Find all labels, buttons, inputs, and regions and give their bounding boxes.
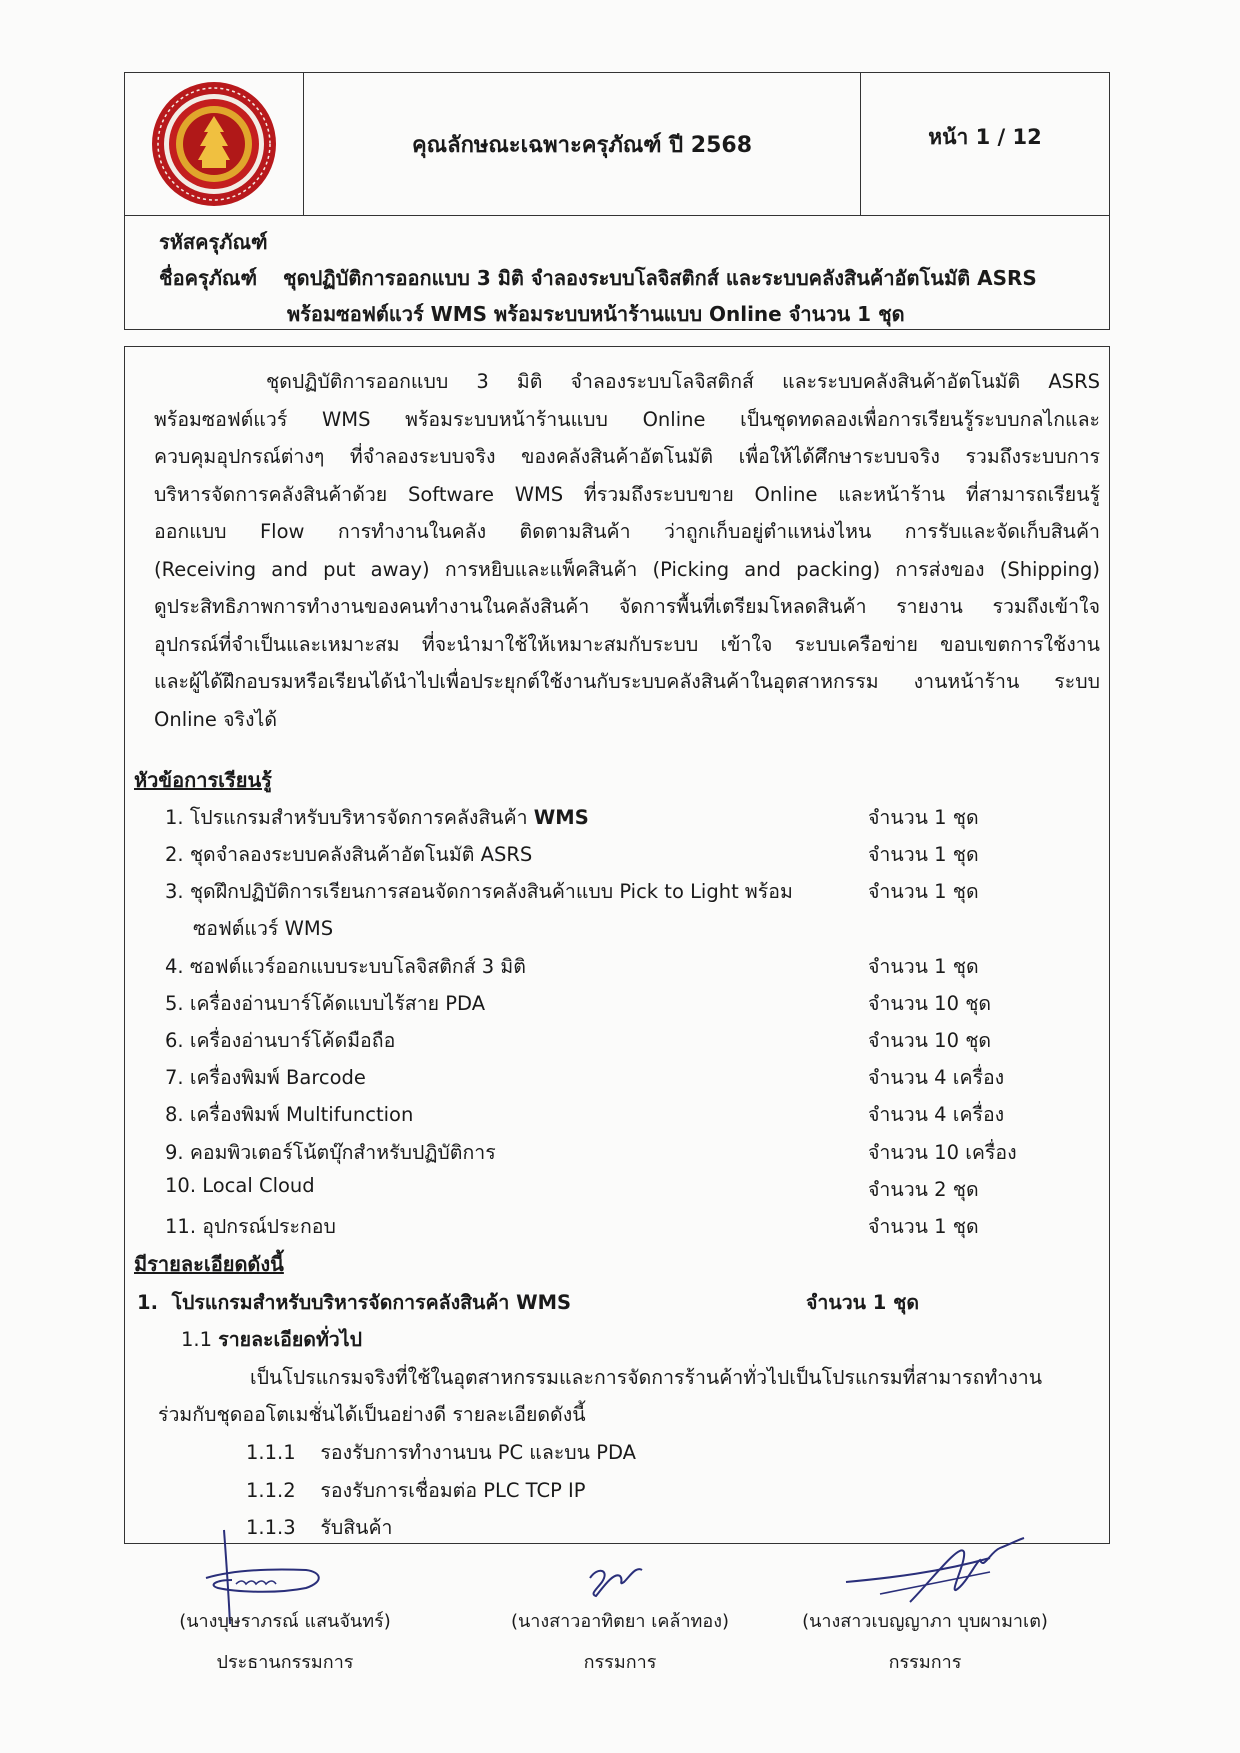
- topic-item: [165, 1211, 336, 1242]
- topic-num: 7.: [165, 1066, 184, 1089]
- topic-item: [165, 1099, 413, 1130]
- document-title: คุณลักษณะเฉพาะครุภัณฑ์ ปี 2568: [304, 73, 861, 215]
- topic-qty: จำนวน 1 ชุด: [868, 880, 979, 903]
- topic-qty: จำนวน 10 ชุด: [868, 992, 992, 1015]
- topic-item: [165, 1174, 315, 1197]
- topic-item: [165, 951, 526, 982]
- intro-line: (Receiving and put away) การหยิบและแพ็คสินค้า (Picking and packing) การส่งของ (Shipping): [154, 557, 1100, 581]
- topic-text: เครื่องอ่านบาร์โค้ดมือถือ: [189, 1029, 396, 1052]
- topic-item: [165, 839, 532, 870]
- signature-block-chair: [160, 1556, 410, 1676]
- subsection-heading: [181, 1324, 362, 1355]
- equipment-name-line1: ชุดปฏิบัติการออกแบบ 3 มิติ จำลองระบบโลจิสติกส์ และระบบคลังสินค้าอัตโนมัติ ASRS: [283, 266, 1037, 290]
- intro-paragraph: [154, 363, 1100, 738]
- topic-num: 3.: [165, 880, 184, 903]
- topic-num: 11.: [165, 1215, 197, 1238]
- subsection-num: 1.1: [181, 1328, 213, 1351]
- details-title: มีรายละเอียดดังนี้: [134, 1252, 284, 1276]
- signer-name: (นางบุษราภรณ์ แสนจันทร์): [179, 1611, 391, 1632]
- equipment-name-box: [124, 216, 1110, 330]
- section1-heading: [137, 1287, 571, 1318]
- detail-text: รองรับการเชื่อมต่อ PLC TCP IP: [320, 1479, 586, 1502]
- topic-text: เครื่องอ่านบาร์โค้ดแบบไร้สาย PDA: [189, 992, 486, 1015]
- detail-num: 1.1.1: [246, 1441, 296, 1464]
- topic-num: 8.: [165, 1103, 184, 1126]
- topic-num: 5.: [165, 992, 184, 1015]
- topic-text: เครื่องพิมพ์ Multifunction: [189, 1103, 414, 1126]
- topic-qty: จำนวน 4 เครื่อง: [868, 1103, 1005, 1126]
- intro-line: ออกแบบ Flow การทำงานในคลัง ติดตามสินค้า ว่าถูกเก็บอยู่ตำแหน่งไหน การรับและจัดเก็บสินค้า: [154, 520, 1100, 543]
- detail-item: [246, 1437, 636, 1468]
- intro-line: ดูประสิทธิภาพการทำงานของคนทำงานในคลังสินค้า จัดการพื้นที่เตรียมโหลดสินค้า รายงาน รวมถึงเข้าใจ: [154, 595, 1100, 618]
- intro-line: พร้อมซอฟต์แวร์ WMS พร้อมระบบหน้าร้านแบบ Online เป็นชุดทดลองเพื่อการเรียนรู้ระบบกลไกและ: [154, 407, 1100, 431]
- intro-line: ชุดปฏิบัติการออกแบบ 3 มิติ จำลองระบบโลจิสติกส์ และระบบคลังสินค้าอัตโนมัติ ASRS: [266, 370, 1100, 393]
- section1-num: 1.: [137, 1291, 158, 1314]
- topic-text: ซอฟต์แวร์ออกแบบระบบโลจิสติกส์ 3 มิติ: [189, 955, 526, 978]
- intro-line: บริหารจัดการคลังสินค้าด้วย Software WMS ที่รวมถึงระบบขาย Online และหน้าร้าน ที่สามารถเรียนรู้: [154, 482, 1100, 506]
- topic-num: 10.: [165, 1174, 197, 1197]
- topic-text: Local Cloud: [202, 1174, 315, 1197]
- topic-num: 6.: [165, 1029, 184, 1052]
- topic-text: เครื่องพิมพ์ Barcode: [189, 1066, 366, 1089]
- topic-text-cont: ซอฟต์แวร์ WMS: [193, 917, 334, 940]
- topic-num: 9.: [165, 1141, 184, 1164]
- page-number: หน้า 1 / 12: [928, 125, 1042, 149]
- logo-cell: [125, 73, 304, 215]
- detail-text: รองรับการทำงานบน PC และบน PDA: [320, 1441, 636, 1464]
- topic-num: 1.: [165, 806, 184, 829]
- signer-role: กรรมการ: [888, 1652, 962, 1673]
- topic-item: [165, 1062, 366, 1093]
- topic-qty: จำนวน 4 เครื่อง: [868, 1066, 1005, 1089]
- intro-line: และผู้ได้ฝึกอบรมหรือเรียนได้นำไปเพื่อประยุกต์ใช้งานกับระบบคลังสินค้าในอุตสาหกรรม งานหน้าร้าน ระบบ: [154, 670, 1100, 693]
- topic-num: 2.: [165, 843, 184, 866]
- topic-item: [165, 1137, 496, 1168]
- section1-title: โปรแกรมสำหรับบริหารจัดการคลังสินค้า WMS: [171, 1291, 572, 1314]
- detail-num: 1.1.2: [246, 1479, 296, 1502]
- topic-qty: จำนวน 1 ชุด: [868, 806, 979, 829]
- signature-block-member-2: [790, 1556, 1060, 1676]
- topic-item: [165, 1025, 395, 1056]
- section1-desc-line2: ร่วมกับชุดออโตเมชั่นได้เป็นอย่างดี รายละเอียดดังนี้: [158, 1403, 586, 1426]
- intro-line: Online จริงได้: [154, 707, 277, 731]
- detail-text: รับสินค้า: [320, 1516, 393, 1539]
- detail-item: [246, 1475, 586, 1506]
- signer-role: กรรมการ: [583, 1652, 657, 1673]
- topic-item: [165, 876, 793, 907]
- header-table: [124, 72, 1110, 216]
- section1-qty: จำนวน 1 ชุด: [806, 1291, 920, 1314]
- topic-text: โปรแกรมสำหรับบริหารจัดการคลังสินค้า: [189, 806, 534, 829]
- signer-name: (นางสาวอาทิตยา เคล้าทอง): [510, 1611, 730, 1632]
- topic-text: คอมพิวเตอร์โน้ตบุ๊กสำหรับปฏิบัติการ: [189, 1141, 496, 1164]
- intro-line: ควบคุมอุปกรณ์ต่างๆ ที่จำลองระบบจริง ของคลังสินค้าอัตโนมัติ เพื่อให้ได้ศึกษาระบบจริง รวมถึงระบบการ: [154, 445, 1100, 468]
- signer-role: ประธานกรรมการ: [216, 1652, 354, 1673]
- section1-desc-line1: เป็นโปรแกรมจริงที่ใช้ในอุตสาหกรรมและการจัดการร้านค้าทั่วไปเป็นโปรแกรมที่สามารถทำงาน: [250, 1366, 1043, 1389]
- signer-name: (นางสาวเบญญาภา บุบผามาเต): [802, 1611, 1048, 1632]
- topic-text: ชุดจำลองระบบคลังสินค้าอัตโนมัติ ASRS: [189, 843, 533, 866]
- topic-qty: จำนวน 1 ชุด: [868, 843, 979, 866]
- topic-item: [165, 988, 485, 1019]
- topic-item: [165, 802, 589, 833]
- topic-qty: จำนวน 10 ชุด: [868, 1029, 992, 1052]
- topic-qty: จำนวน 1 ชุด: [868, 1215, 979, 1238]
- topic-num: 4.: [165, 955, 184, 978]
- equipment-name-line2: พร้อมซอฟต์แวร์ WMS พร้อมระบบหน้าร้านแบบ Online จำนวน 1 ชุด: [287, 302, 905, 326]
- topic-qty: จำนวน 10 เครื่อง: [868, 1141, 1017, 1164]
- detail-num: 1.1.3: [246, 1516, 296, 1539]
- topics-title: หัวข้อการเรียนรู้: [134, 768, 272, 792]
- topic-qty: จำนวน 1 ชุด: [868, 955, 979, 978]
- vocational-seal-icon: [150, 80, 278, 208]
- signature-block-member-1: [490, 1556, 750, 1676]
- topic-text: ชุดฝึกปฏิบัติการเรียนการสอนจัดการคลังสินค้าแบบ Pick to Light พร้อม: [189, 880, 793, 903]
- subsection-title: รายละเอียดทั่วไป: [218, 1328, 362, 1351]
- topic-text-bold: WMS: [533, 806, 589, 829]
- equipment-code-label: รหัสครุภัณฑ์: [159, 230, 268, 254]
- topic-text: อุปกรณ์ประกอบ: [202, 1215, 336, 1238]
- topic-qty: จำนวน 2 ชุด: [868, 1178, 979, 1201]
- intro-line: อุปกรณ์ที่จำเป็นและเหมาะสม ที่จะนำมาใช้ให้เหมาะสมกับระบบ เข้าใจ ระบบเครือข่าย ขอบเขตการใช้งาน: [154, 632, 1100, 656]
- equipment-name-label: ชื่อครุภัณฑ์: [159, 266, 258, 290]
